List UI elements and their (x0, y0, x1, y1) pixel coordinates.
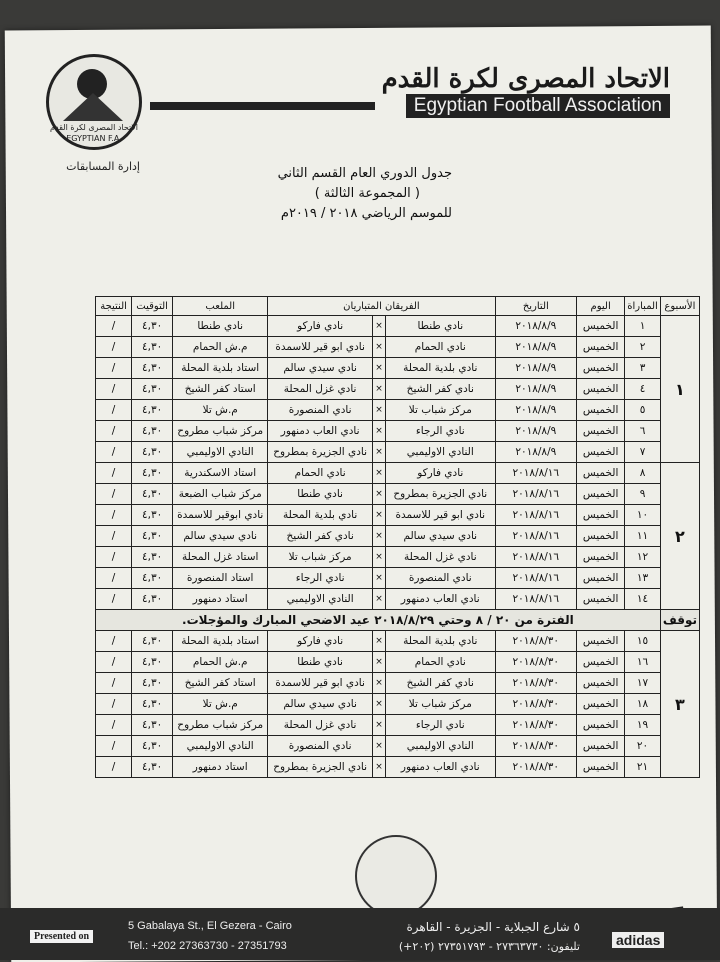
away-team: نادي ابو قير للاسمدة (268, 673, 373, 694)
match-date: ٢٠١٨/٨/٣٠ (495, 757, 576, 778)
recess-label: توقف (660, 610, 699, 631)
away-team: نادي غزل المحلة (268, 715, 373, 736)
versus-mark: × (372, 505, 385, 526)
match-time: ٤,٣٠ (132, 358, 173, 379)
header-english: Egyptian Football Association (406, 94, 670, 118)
table-row (96, 358, 700, 379)
match-number: ٦ (625, 421, 661, 442)
away-team: نادي فاركو (268, 316, 373, 337)
department-label: إدارة المسابقات (66, 160, 140, 173)
match-day: الخميس (577, 694, 625, 715)
match-time: ٤,٣٠ (132, 463, 173, 484)
title-line-3: للموسم الرياضي ٢٠١٨ / ٢٠١٩م (280, 206, 452, 221)
logo-arabic-text: الاتحاد المصرى لكرة القدم (49, 123, 139, 132)
match-time: ٤,٣٠ (132, 736, 173, 757)
match-number: ١١ (625, 526, 661, 547)
home-team: نادي فاركو (385, 463, 495, 484)
table-row (96, 463, 700, 484)
away-team: النادي الاوليمبي (268, 589, 373, 610)
away-team: نادي سيدي سالم (268, 694, 373, 715)
match-date: ٢٠١٨/٨/٩ (495, 316, 576, 337)
header-bar (150, 102, 375, 110)
match-result: / (96, 673, 132, 694)
match-date: ٢٠١٨/٨/١٦ (495, 547, 576, 568)
match-result: / (96, 526, 132, 547)
match-date: ٢٠١٨/٨/٩ (495, 442, 576, 463)
header-arabic: الاتحاد المصرى لكرة القدم (381, 64, 670, 94)
versus-mark: × (372, 715, 385, 736)
match-number: ٢١ (625, 757, 661, 778)
match-date: ٢٠١٨/٨/٣٠ (495, 652, 576, 673)
recess-row (96, 610, 700, 631)
table-row (96, 736, 700, 757)
match-day: الخميس (577, 673, 625, 694)
stadium: استاد بلدية المحلة (173, 358, 268, 379)
match-day: الخميس (577, 715, 625, 736)
match-number: ٥ (625, 400, 661, 421)
title-line-1: جدول الدوري العام القسم الثاني (277, 166, 452, 181)
match-result: / (96, 316, 132, 337)
stadium: استاد دمنهور (173, 589, 268, 610)
versus-mark: × (372, 484, 385, 505)
match-time: ٤,٣٠ (132, 421, 173, 442)
match-number: ١٨ (625, 694, 661, 715)
match-result: / (96, 484, 132, 505)
match-result: / (96, 736, 132, 757)
match-result: / (96, 463, 132, 484)
versus-mark: × (372, 757, 385, 778)
away-team: نادي غزل المحلة (268, 379, 373, 400)
match-day: الخميس (577, 421, 625, 442)
home-team: نادي بلدية المحلة (385, 358, 495, 379)
stadium: مركز شباب الضبعة (173, 484, 268, 505)
match-day: الخميس (577, 631, 625, 652)
match-number: ٣ (625, 358, 661, 379)
match-number: ١٢ (625, 547, 661, 568)
home-team: نادي الحمام (385, 337, 495, 358)
match-date: ٢٠١٨/٨/١٦ (495, 484, 576, 505)
versus-mark: × (372, 421, 385, 442)
match-result: / (96, 421, 132, 442)
table-header-row (96, 297, 700, 316)
match-time: ٤,٣٠ (132, 526, 173, 547)
match-time: ٤,٣٠ (132, 505, 173, 526)
home-team: نادي كفر الشيخ (385, 673, 495, 694)
match-day: الخميس (577, 652, 625, 673)
table-row (96, 757, 700, 778)
away-team: نادي طنطا (268, 652, 373, 673)
stadium: نادي طنطا (173, 316, 268, 337)
stadium: مركز شباب مطروح (173, 715, 268, 736)
stadium: استاد المنصورة (173, 568, 268, 589)
versus-mark: × (372, 568, 385, 589)
match-number: ١٩ (625, 715, 661, 736)
home-team: نادي العاب دمنهور (385, 589, 495, 610)
header-result: النتيجة (96, 297, 132, 316)
match-day: الخميس (577, 316, 625, 337)
match-date: ٢٠١٨/٨/٣٠ (495, 715, 576, 736)
match-day: الخميس (577, 337, 625, 358)
stadium: م.ش الحمام (173, 652, 268, 673)
stadium: استاد غزل المحلة (173, 547, 268, 568)
match-date: ٢٠١٨/٨/١٦ (495, 526, 576, 547)
match-date: ٢٠١٨/٨/١٦ (495, 463, 576, 484)
table-row (96, 526, 700, 547)
match-number: ٢ (625, 337, 661, 358)
match-result: / (96, 631, 132, 652)
match-day: الخميس (577, 547, 625, 568)
home-team: نادي ابو قير للاسمدة (385, 505, 495, 526)
away-team: نادي المنصورة (268, 400, 373, 421)
home-team: النادي الاوليمبي (385, 736, 495, 757)
away-team: نادي الحمام (268, 463, 373, 484)
versus-mark: × (372, 316, 385, 337)
logo-english-text: EGYPTIAN F.A. (66, 134, 122, 143)
match-date: ٢٠١٨/٨/١٦ (495, 568, 576, 589)
match-number: ٤ (625, 379, 661, 400)
table-row (96, 442, 700, 463)
versus-mark: × (372, 736, 385, 757)
match-number: ٨ (625, 463, 661, 484)
fixtures-table (95, 296, 700, 778)
week-number: ٢ (660, 463, 699, 610)
match-date: ٢٠١٨/٨/١٦ (495, 589, 576, 610)
match-number: ١٧ (625, 673, 661, 694)
match-day: الخميس (577, 526, 625, 547)
home-team: نادي بلدية المحلة (385, 631, 495, 652)
title-line-2: ( المجموعة الثالثة ) (314, 186, 420, 201)
away-team: نادي بلدية المحلة (268, 505, 373, 526)
presented-by-logo: Presented on (30, 930, 93, 943)
match-date: ٢٠١٨/٨/٩ (495, 358, 576, 379)
stadium: نادي ابوقير للاسمدة (173, 505, 268, 526)
table-row (96, 337, 700, 358)
match-day: الخميس (577, 400, 625, 421)
match-day: الخميس (577, 463, 625, 484)
match-day: الخميس (577, 736, 625, 757)
match-result: / (96, 505, 132, 526)
match-number: ٢٠ (625, 736, 661, 757)
match-day: الخميس (577, 757, 625, 778)
away-team: نادي طنطا (268, 484, 373, 505)
match-time: ٤,٣٠ (132, 568, 173, 589)
match-day: الخميس (577, 505, 625, 526)
match-number: ٩ (625, 484, 661, 505)
match-time: ٤,٣٠ (132, 694, 173, 715)
match-date: ٢٠١٨/٨/٣٠ (495, 631, 576, 652)
versus-mark: × (372, 337, 385, 358)
table-row (96, 568, 700, 589)
match-time: ٤,٣٠ (132, 631, 173, 652)
stadium: استاد بلدية المحلة (173, 631, 268, 652)
home-team: نادي العاب دمنهور (385, 757, 495, 778)
versus-mark: × (372, 589, 385, 610)
table-row (96, 631, 700, 652)
stadium: نادي سيدي سالم (173, 526, 268, 547)
match-time: ٤,٣٠ (132, 757, 173, 778)
match-day: الخميس (577, 379, 625, 400)
home-team: نادي المنصورة (385, 568, 495, 589)
versus-mark: × (372, 442, 385, 463)
match-result: / (96, 358, 132, 379)
match-date: ٢٠١٨/٨/٣٠ (495, 694, 576, 715)
match-result: / (96, 652, 132, 673)
stadium: استاد كفر الشيخ (173, 379, 268, 400)
header-week: الأسبوع (660, 297, 699, 316)
table-row (96, 673, 700, 694)
footer-phone-en: Tel.: +202 27363730 - 27351793 (128, 940, 287, 952)
match-time: ٤,٣٠ (132, 484, 173, 505)
match-time: ٤,٣٠ (132, 316, 173, 337)
match-number: ١٠ (625, 505, 661, 526)
match-number: ١٣ (625, 568, 661, 589)
match-result: / (96, 442, 132, 463)
versus-mark: × (372, 547, 385, 568)
header-stadium: الملعب (173, 297, 268, 316)
stadium: م.ش الحمام (173, 337, 268, 358)
table-row (96, 589, 700, 610)
week-number: ١ (660, 316, 699, 463)
match-time: ٤,٣٠ (132, 379, 173, 400)
away-team: نادي ابو قير للاسمدة (268, 337, 373, 358)
home-team: مركز شباب تلا (385, 400, 495, 421)
match-result: / (96, 568, 132, 589)
away-team: نادي الجزيرة بمطروح (268, 442, 373, 463)
table-row (96, 484, 700, 505)
table-row (96, 379, 700, 400)
match-date: ٢٠١٨/٨/٣٠ (495, 736, 576, 757)
footer-address-en: 5 Gabalaya St., El Gezera - Cairo (128, 920, 292, 932)
header-match: المباراة (625, 297, 661, 316)
footer-address-ar: ٥ شارع الجبلاية - الجزيرة - القاهرة (406, 920, 580, 934)
match-result: / (96, 589, 132, 610)
home-team: نادي طنطا (385, 316, 495, 337)
away-team: نادي فاركو (268, 631, 373, 652)
match-result: / (96, 547, 132, 568)
match-date: ٢٠١٨/٨/٩ (495, 400, 576, 421)
table-row (96, 316, 700, 337)
versus-mark: × (372, 379, 385, 400)
table-row (96, 505, 700, 526)
week-number: ٣ (660, 631, 699, 778)
match-result: / (96, 379, 132, 400)
header-time: التوقيت (132, 297, 173, 316)
home-team: نادي كفر الشيخ (385, 379, 495, 400)
match-date: ٢٠١٨/٨/٩ (495, 421, 576, 442)
stadium: م.ش تلا (173, 694, 268, 715)
home-team: نادي الرجاء (385, 421, 495, 442)
match-result: / (96, 400, 132, 421)
stadium: استاد كفر الشيخ (173, 673, 268, 694)
match-day: الخميس (577, 442, 625, 463)
away-team: نادي كفر الشيخ (268, 526, 373, 547)
match-time: ٤,٣٠ (132, 715, 173, 736)
away-team: نادي الرجاء (268, 568, 373, 589)
match-time: ٤,٣٠ (132, 547, 173, 568)
table-row (96, 400, 700, 421)
table-row (96, 694, 700, 715)
match-time: ٤,٣٠ (132, 589, 173, 610)
match-time: ٤,٣٠ (132, 652, 173, 673)
away-team: نادي العاب دمنهور (268, 421, 373, 442)
header-date: التاريخ (495, 297, 576, 316)
match-date: ٢٠١٨/٨/٩ (495, 379, 576, 400)
versus-mark: × (372, 400, 385, 421)
match-date: ٢٠١٨/٨/١٦ (495, 505, 576, 526)
stadium: استاد دمنهور (173, 757, 268, 778)
stadium: م.ش تلا (173, 400, 268, 421)
match-number: ٧ (625, 442, 661, 463)
match-date: ٢٠١٨/٨/٩ (495, 337, 576, 358)
home-team: نادي سيدي سالم (385, 526, 495, 547)
home-team: نادي الحمام (385, 652, 495, 673)
match-time: ٤,٣٠ (132, 337, 173, 358)
away-team: نادي سيدي سالم (268, 358, 373, 379)
stadium: النادي الاوليمبي (173, 736, 268, 757)
footer-phone-ar: تليفون: ٢٧٣٦٣٧٣٠ - ٢٧٣٥١٧٩٣ (٢٠٢+) (398, 940, 580, 953)
match-number: ١٥ (625, 631, 661, 652)
match-time: ٤,٣٠ (132, 442, 173, 463)
match-date: ٢٠١٨/٨/٣٠ (495, 673, 576, 694)
match-number: ١٤ (625, 589, 661, 610)
stadium: استاد الاسكندرية (173, 463, 268, 484)
away-team: نادي المنصورة (268, 736, 373, 757)
header-day: اليوم (577, 297, 625, 316)
table-row (96, 652, 700, 673)
versus-mark: × (372, 526, 385, 547)
versus-mark: × (372, 652, 385, 673)
stadium: مركز شباب مطروح (173, 421, 268, 442)
home-team: نادي الجزيرة بمطروح (385, 484, 495, 505)
efa-seal-stamp (355, 835, 437, 917)
match-result: / (96, 757, 132, 778)
match-time: ٤,٣٠ (132, 673, 173, 694)
versus-mark: × (372, 631, 385, 652)
pyramid-icon (63, 93, 123, 121)
home-team: النادي الاوليمبي (385, 442, 495, 463)
table-row (96, 547, 700, 568)
home-team: نادي الرجاء (385, 715, 495, 736)
home-team: مركز شباب تلا (385, 694, 495, 715)
away-team: مركز شباب تلا (268, 547, 373, 568)
versus-mark: × (372, 358, 385, 379)
match-number: ١ (625, 316, 661, 337)
match-day: الخميس (577, 484, 625, 505)
match-day: الخميس (577, 358, 625, 379)
match-day: الخميس (577, 589, 625, 610)
recess-text: الفترة من ٢٠ / ٨ وحتي ٢٠١٨/٨/٢٩ عيد الاضحي المبارك والمؤجلات. (96, 610, 661, 631)
match-result: / (96, 337, 132, 358)
home-team: نادي غزل المحلة (385, 547, 495, 568)
header-teams: الفريقان المتباريان (268, 297, 495, 316)
away-team: نادي الجزيرة بمطروح (268, 757, 373, 778)
versus-mark: × (372, 463, 385, 484)
match-result: / (96, 694, 132, 715)
match-day: الخميس (577, 568, 625, 589)
match-number: ١٦ (625, 652, 661, 673)
table-row (96, 421, 700, 442)
versus-mark: × (372, 673, 385, 694)
versus-mark: × (372, 694, 385, 715)
table-row (96, 715, 700, 736)
efa-logo (46, 54, 142, 150)
match-time: ٤,٣٠ (132, 400, 173, 421)
match-result: / (96, 715, 132, 736)
adidas-logo: adidas (612, 932, 664, 948)
stadium: النادي الاوليمبي (173, 442, 268, 463)
